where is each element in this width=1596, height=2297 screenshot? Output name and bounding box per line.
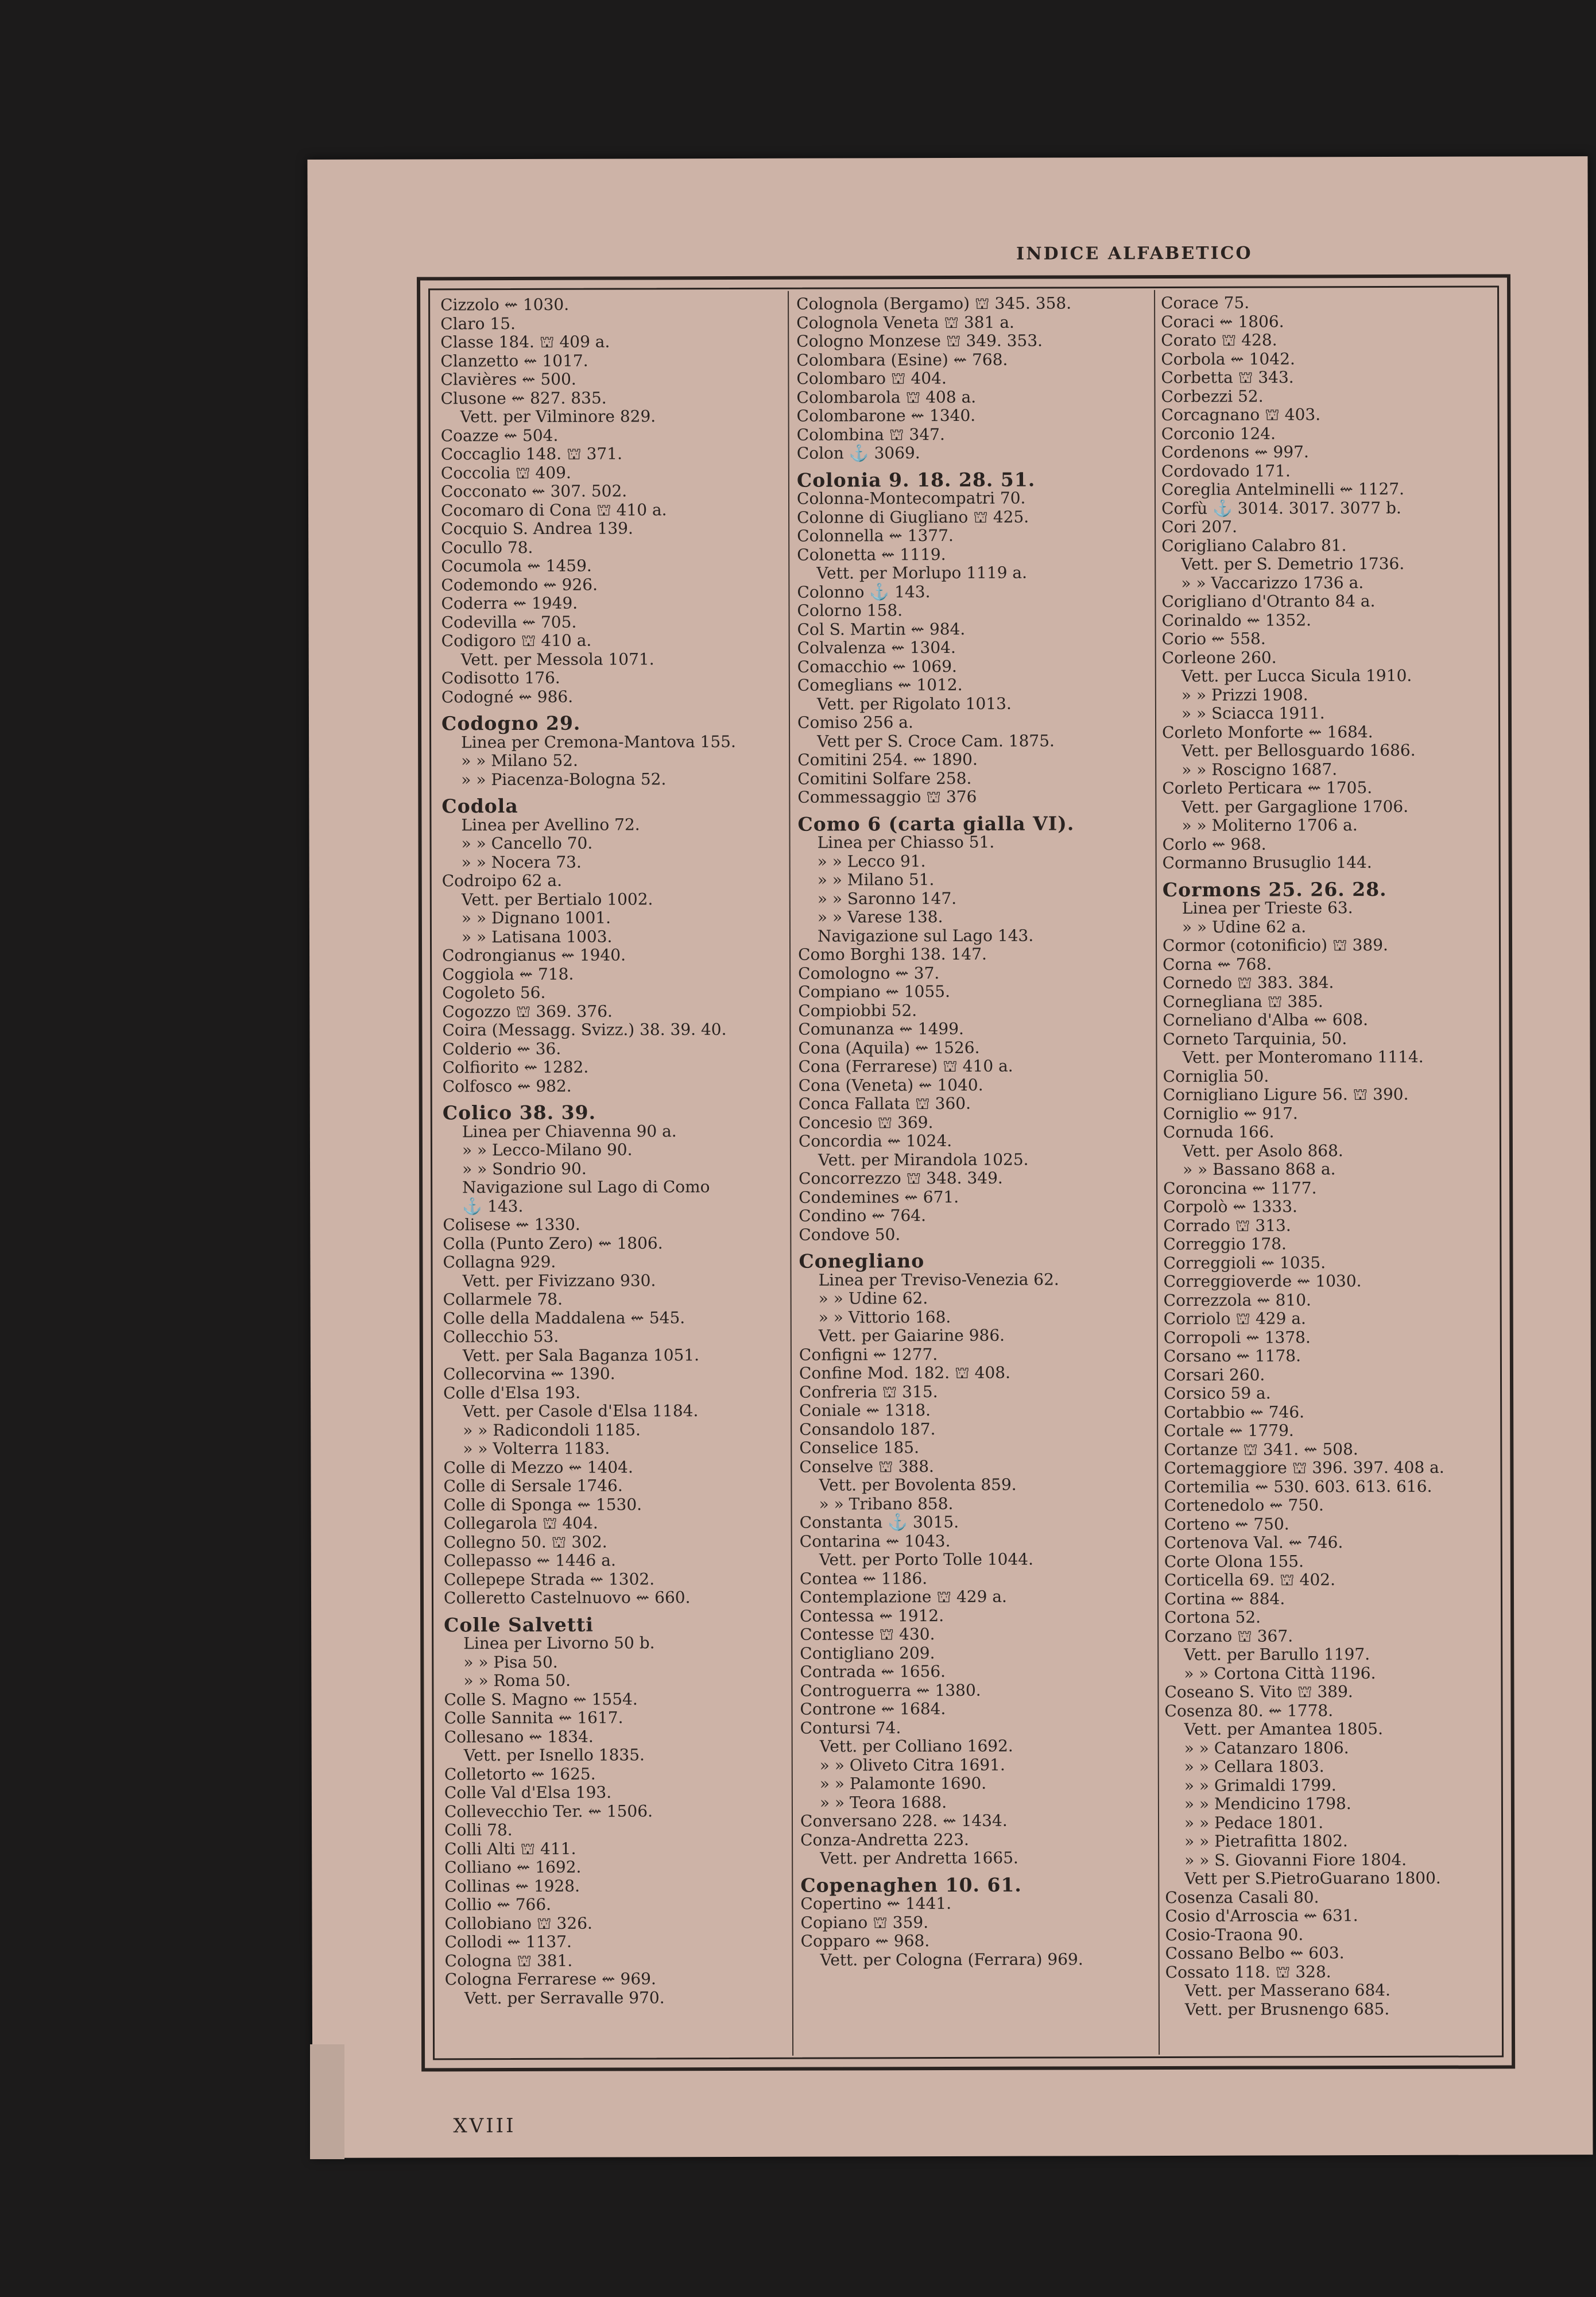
index-entry: Coderra ⇜ 1949. (441, 593, 578, 613)
index-entry: Conselve ⛫ 388. (799, 1456, 934, 1476)
index-entry: Coccolia ⛫ 409. (440, 463, 571, 482)
index-entry: » » Roma 50. (463, 1670, 571, 1691)
index-entry: » » Milano 51. (817, 870, 935, 890)
index-entry: Cortanze ⛫ 341. ⇜ 508. (1164, 1439, 1358, 1459)
index-entry: Corna ⇜ 768. (1163, 954, 1272, 974)
index-entry: Corconio 124. (1161, 424, 1276, 443)
index-entry: Colombarone ⇜ 1340. (796, 405, 976, 426)
index-entry: Cortabbio ⇜ 746. (1164, 1402, 1305, 1422)
index-entry: Vett. per Serravalle 970. (464, 1987, 665, 2008)
index-entry: Cosenza 80. ⇜ 1778. (1164, 1700, 1334, 1720)
index-entry: Correggioli ⇜ 1035. (1163, 1252, 1326, 1273)
index-entry: » » Radicondoli 1185. (463, 1420, 641, 1440)
index-entry: » » Piacenza-Bologna 52. (461, 769, 667, 789)
index-entry: Corneliano d'Alba ⇜ 608. (1163, 1010, 1369, 1030)
index-heading: Codola (441, 794, 518, 818)
index-entry: Colli 78. (444, 1820, 513, 1840)
index-entry: Classe 184. ⛫ 409 a. (440, 332, 610, 352)
index-entry: Contessa ⇜ 1912. (800, 1606, 944, 1626)
index-entry: Linea per Trieste 63. (1181, 898, 1353, 918)
index-entry: Cologna ⛫ 381. (444, 1951, 573, 1970)
index-entry: Copertino ⇜ 1441. (800, 1893, 952, 1913)
index-entry: Cortemilia ⇜ 530. 603. 613. 616. (1164, 1476, 1432, 1496)
index-entry: Cona (Veneta) ⇜ 1040. (798, 1075, 983, 1095)
page-header-title: INDICE ALFABETICO (1016, 243, 1253, 264)
index-entry: Vett. per Rigolato 1013. (816, 694, 1012, 714)
index-entry: » » Cortona Città 1196. (1184, 1663, 1376, 1683)
index-entry: Comeglians ⇜ 1012. (797, 675, 963, 695)
index-entry: Colonna-Montecompatri 70. (796, 488, 1026, 508)
index-entry: Como Borghi 138. 147. (798, 944, 987, 964)
index-entry: Vett. per Brusnengo 685. (1184, 1999, 1390, 2019)
index-entry: Conversano 228. ⇜ 1434. (800, 1811, 1008, 1831)
index-entry: Contrada ⇜ 1656. (800, 1662, 946, 1681)
index-entry: Colonetta ⇜ 1119. (797, 544, 946, 564)
index-entry: Vett. per Monteromano 1114. (1182, 1047, 1424, 1067)
index-entry: Collobiano ⛫ 326. (444, 1913, 592, 1933)
index-entry: Comiso 256 a. (797, 713, 913, 732)
index-entry: Collevecchio Ter. ⇜ 1506. (444, 1801, 653, 1821)
index-entry: » » Cancello 70. (461, 833, 593, 853)
index-entry: Coraci ⇜ 1806. (1161, 311, 1284, 331)
index-entry: Conca Fallata ⛫ 360. (798, 1093, 971, 1113)
index-entry: Coroncina ⇜ 1177. (1163, 1178, 1317, 1198)
index-entry: Cortenova Val. ⇜ 746. (1164, 1533, 1343, 1553)
index-heading: Colle Salvetti (444, 1613, 594, 1636)
index-entry: Colle S. Magno ⇜ 1554. (444, 1689, 638, 1709)
index-entry: Collecchio 53. (443, 1327, 559, 1347)
index-entry: Colliano ⇜ 1692. (444, 1857, 582, 1877)
index-frame (417, 274, 1515, 2071)
index-entry: Corbola ⇜ 1042. (1161, 349, 1295, 369)
index-entry: » » S. Giovanni Fiore 1804. (1184, 1850, 1407, 1870)
index-entry: Contemplazione ⛫ 429 a. (799, 1587, 1007, 1607)
index-entry: Corigliano d'Otranto 84 a. (1161, 591, 1376, 612)
index-entry: Corsico 59 a. (1164, 1383, 1271, 1403)
index-entry: Codroipo 62 a. (441, 871, 562, 891)
index-entry: Cizzolo ⇜ 1030. (440, 295, 570, 315)
index-entry: Cocumola ⇜ 1459. (441, 556, 592, 576)
index-entry: » » Roscigno 1687. (1181, 759, 1338, 779)
index-entry: Cogozzo ⛫ 369. 376. (442, 1001, 613, 1021)
index-entry: » » Milano 52. (461, 751, 578, 771)
index-entry: Cornuda 166. (1163, 1122, 1275, 1142)
index-entry: Conza-Andretta 223. (800, 1830, 969, 1850)
index-entry: Colorno 158. (797, 601, 903, 620)
index-entry: Cornedo ⛫ 383. 384. (1163, 973, 1334, 993)
index-entry: Corio ⇜ 558. (1161, 629, 1266, 649)
index-entry: Cordovado 171. (1161, 461, 1291, 481)
index-entry: Colisese ⇜ 1330. (443, 1215, 580, 1235)
index-entry: Corinaldo ⇜ 1352. (1161, 610, 1312, 630)
index-entry: » » Vittorio 168. (818, 1307, 951, 1327)
index-entry: Vett. per Porto Tolle 1044. (819, 1549, 1034, 1569)
index-entry: Contea ⇜ 1186. (799, 1568, 928, 1588)
index-entry: Coira (Messagg. Svizz.) 38. 39. 40. (442, 1020, 727, 1040)
index-entry: Vett. per Lucca Sicula 1910. (1181, 666, 1412, 686)
index-entry: Corticella 69. ⛫ 402. (1164, 1570, 1336, 1590)
page-number: XVIII (453, 2114, 516, 2138)
index-entry: Corzano ⛫ 367. (1164, 1626, 1293, 1646)
index-entry: Clanzetto ⇜ 1017. (440, 351, 588, 370)
index-column-2 (796, 294, 1157, 1970)
index-entry: Corace 75. (1161, 293, 1250, 313)
index-entry: Codigoro ⛫ 410 a. (441, 631, 592, 651)
index-entry: Cortina ⇜ 884. (1164, 1588, 1285, 1608)
index-entry: Cormor (cotonificio) ⛫ 389. (1162, 935, 1388, 956)
index-entry: Controguerra ⇜ 1380. (800, 1680, 981, 1700)
index-entry: Vett. per Masserano 684. (1184, 1980, 1391, 2000)
index-entry: Colon ⚓ 3069. (796, 443, 920, 463)
index-entry: Corcagnano ⛫ 403. (1161, 405, 1321, 425)
index-entry: Corlo ⇜ 968. (1162, 834, 1266, 854)
index-entry: Cocullo 78. (441, 537, 533, 557)
index-entry: Corbezzi 52. (1161, 386, 1264, 406)
index-entry: » » Lecco 91. (817, 851, 926, 871)
index-entry: Colombaro ⛫ 404. (796, 369, 947, 388)
index-entry: Coreglia Antelminelli ⇜ 1127. (1161, 479, 1405, 500)
index-entry: Concesio ⛫ 369. (798, 1112, 933, 1132)
index-entry: Coseano S. Vito ⛫ 389. (1164, 1682, 1353, 1702)
index-entry: Codemondo ⇜ 926. (441, 575, 598, 594)
index-entry: Navigazione sul Lago 143. (817, 926, 1034, 946)
index-entry: Corbetta ⛫ 343. (1161, 368, 1294, 388)
index-entry: Coccaglio 148. ⛫ 371. (440, 444, 622, 464)
index-entry: Commessaggio ⛫ 376 (797, 787, 977, 807)
index-entry: Vett. per Bertialo 1002. (461, 889, 653, 909)
index-entry: Vett. per Morlupo 1119 a. (816, 563, 1028, 583)
index-entry: Cosenza Casali 80. (1165, 1887, 1319, 1907)
index-entry: Collecorvina ⇜ 1390. (443, 1364, 615, 1384)
index-entry: Cocconato ⇜ 307. 502. (440, 481, 627, 501)
index-entry: Comitini 254. ⇜ 1890. (797, 749, 978, 769)
index-entry: » » Sciacca 1911. (1181, 703, 1325, 723)
index-entry: Constanta ⚓ 3015. (799, 1512, 959, 1532)
index-entry: Vett. per Gaiarine 986. (818, 1325, 1005, 1345)
index-entry: Collepasso ⇜ 1446 a. (443, 1550, 616, 1571)
page-edge-stack (310, 2044, 344, 2159)
index-entry: Colfosco ⇜ 982. (442, 1076, 572, 1096)
index-entry: Linea per Cremona-Mantova 155. (461, 732, 736, 752)
index-entry: Comacchio ⇜ 1069. (797, 656, 957, 676)
index-entry: Coggiola ⇜ 718. (442, 964, 574, 984)
index-entry: Concorrezzo ⛫ 348. 349. (799, 1168, 1003, 1188)
index-entry: » » Latisana 1003. (461, 927, 613, 946)
index-entry: ⚓ 143. (462, 1196, 524, 1216)
index-entry: Colle Sannita ⇜ 1617. (444, 1708, 623, 1728)
index-entry: Corropoli ⇜ 1378. (1163, 1327, 1311, 1347)
index-entry: » » Vaccarizzo 1736 a. (1181, 573, 1364, 593)
index-entry: Correzzola ⇜ 810. (1163, 1290, 1311, 1310)
index-entry: Vett. per Gargaglione 1706. (1181, 796, 1409, 817)
index-entry: Cordenons ⇜ 997. (1161, 442, 1309, 462)
index-entry: Linea per Chiasso 51. (817, 832, 995, 852)
index-entry: Cocomaro di Cona ⛫ 410 a. (441, 500, 667, 520)
index-entry: » » Lecco-Milano 90. (462, 1140, 633, 1160)
index-entry: Vett. per Isnello 1835. (463, 1745, 645, 1765)
index-entry: Corsano ⇜ 1178. (1163, 1346, 1301, 1366)
index-entry: Corsari 260. (1163, 1365, 1265, 1385)
index-entry: Vett. per Amantea 1805. (1184, 1719, 1384, 1739)
index-entry: Comunanza ⇜ 1499. (798, 1019, 964, 1039)
index-entry: Collegno 50. ⛫ 302. (443, 1532, 607, 1552)
index-heading: Copenaghen 10. 61. (800, 1873, 1022, 1897)
index-entry: Colfiorito ⇜ 1282. (442, 1057, 589, 1077)
index-entry: Controne ⇜ 1684. (800, 1699, 946, 1719)
index-heading: Colico 38. 39. (442, 1101, 596, 1124)
index-entry: Colletorto ⇜ 1625. (444, 1764, 596, 1784)
index-entry: Collarmele 78. (443, 1289, 563, 1309)
index-entry: Colleretto Castelnuovo ⇜ 660. (443, 1588, 691, 1608)
index-entry: Compiano ⇜ 1055. (798, 981, 951, 1001)
index-entry: Colvalenza ⇜ 1304. (797, 637, 956, 658)
index-entry: » » Pisa 50. (463, 1652, 558, 1672)
index-entry: Clusone ⇜ 827. 835. (440, 388, 607, 408)
index-entry: Cologno Monzese ⛫ 349. 353. (796, 331, 1043, 351)
index-entry: Cortenedolo ⇜ 750. (1164, 1495, 1324, 1515)
index-entry: » » Dignano 1001. (461, 908, 611, 928)
index-entry: » » Nocera 73. (461, 852, 582, 872)
index-entry: Collodi ⇜ 1137. (444, 1932, 572, 1952)
index-entry: Vett per S.PietroGuarano 1800. (1184, 1868, 1441, 1888)
index-entry: Cogoleto 56. (442, 983, 546, 1003)
index-entry: Linea per Chiavenna 90 a. (462, 1121, 677, 1141)
index-entry: Codevilla ⇜ 705. (441, 612, 577, 632)
index-entry: Cona (Aquila) ⇜ 1526. (798, 1038, 980, 1058)
index-entry: Colombara (Esine) ⇜ 768. (796, 350, 1008, 370)
index-entry: Concordia ⇜ 1024. (798, 1131, 952, 1151)
index-entry: Contesse ⛫ 430. (800, 1625, 935, 1644)
index-entry: Colombina ⛫ 347. (796, 424, 945, 444)
index-entry: Correggio 178. (1163, 1234, 1287, 1254)
index-entry: Colle della Maddalena ⇜ 545. (443, 1308, 685, 1328)
index-entry: Configni ⇜ 1277. (799, 1344, 938, 1364)
index-entry: Colle di Sponga ⇜ 1530. (443, 1494, 642, 1514)
index-entry: Corleone 260. (1161, 648, 1277, 667)
index-entry: Corleto Monforte ⇜ 1684. (1162, 722, 1373, 742)
index-entry: Colle di Sersale 1746. (443, 1476, 623, 1496)
index-entry: Clavières ⇜ 500. (440, 369, 576, 389)
index-entry: Cocquio S. Andrea 139. (441, 519, 633, 539)
index-entry: Collio ⇜ 766. (444, 1894, 552, 1915)
index-entry: Corniglia 50. (1163, 1066, 1269, 1086)
index-entry: Vett. per Bovolenta 859. (819, 1475, 1017, 1495)
index-entry: Vett. per Colliano 1692. (819, 1736, 1013, 1756)
index-entry: Contigliano 209. (800, 1643, 935, 1663)
index-entry: » » Teora 1688. (819, 1792, 947, 1812)
index-entry: Vett. per Messola 1071. (460, 649, 654, 669)
index-heading: Codogno 29. (441, 711, 581, 735)
index-entry: » » Tribano 858. (819, 1494, 954, 1514)
index-entry: Claro 15. (440, 314, 516, 333)
index-entry: Colombarola ⛫ 408 a. (796, 387, 977, 407)
index-entry: Cori 207. (1161, 517, 1238, 537)
index-entry: » » Moliterno 1706 a. (1181, 815, 1358, 835)
index-entry: Col S. Martin ⇜ 984. (797, 619, 966, 639)
index-heading: Como 6 (carta gialla VI). (797, 811, 1075, 836)
index-entry: » » Palamonte 1690. (819, 1773, 987, 1793)
index-entry: Vett. per S. Demetrio 1736. (1181, 554, 1405, 574)
index-entry: Cormanno Brusuglio 144. (1162, 853, 1372, 873)
index-entry: Cona (Ferrarese) ⛫ 410 a. (798, 1056, 1013, 1076)
index-entry: » » Oliveto Citra 1691. (819, 1755, 1005, 1775)
index-entry: Colle d'Elsa 193. (443, 1383, 581, 1402)
index-entry: Cossano Belbo ⇜ 603. (1165, 1943, 1345, 1963)
index-entry: » » Prizzi 1908. (1181, 685, 1308, 705)
index-entry: » » Mendicino 1798. (1184, 1794, 1351, 1813)
index-entry: Cortale ⇜ 1779. (1164, 1421, 1294, 1441)
index-entry: Cornegliana ⛫ 385. (1163, 991, 1323, 1011)
index-entry: Coazze ⇜ 504. (440, 426, 559, 445)
index-entry: Conselice 185. (799, 1438, 920, 1457)
index-entry: Cortemaggiore ⛫ 396. 397. 408 a. (1164, 1457, 1444, 1478)
index-entry: Corte Olona 155. (1164, 1551, 1304, 1571)
index-entry: » » Bassano 868 a. (1183, 1159, 1336, 1179)
index-entry: Vett. per Cologna (Ferrara) 969. (820, 1949, 1083, 1970)
index-entry: Vett. per Andretta 1665. (820, 1848, 1018, 1868)
index-entry: Collinas ⇜ 1928. (444, 1876, 580, 1896)
index-entry: Corigliano Calabro 81. (1161, 535, 1347, 555)
index-entry: » » Varese 138. (817, 907, 943, 927)
index-entry: Corpolò ⇜ 1333. (1163, 1197, 1297, 1217)
index-entry: Cossato 118. ⛫ 328. (1165, 1962, 1331, 1982)
index-column-1 (440, 295, 789, 2008)
index-entry: Corrado ⛫ 313. (1163, 1215, 1291, 1235)
index-entry: Condemines ⇜ 671. (799, 1187, 959, 1207)
index-entry: Consandolo 187. (799, 1419, 936, 1439)
index-entry: » » Pedace 1801. (1184, 1812, 1324, 1832)
index-entry: Comitini Solfare 258. (797, 768, 972, 788)
index-entry: Copiano ⛫ 359. (800, 1912, 929, 1932)
index-entry: Copparo ⇜ 968. (800, 1931, 930, 1951)
index-entry: Vett. per Mirandola 1025. (818, 1150, 1029, 1170)
book-page (307, 156, 1593, 2158)
index-entry: Condove 50. (799, 1224, 901, 1244)
index-entry: Colonnella ⇜ 1377. (797, 525, 954, 546)
index-entry: Correggioverde ⇜ 1030. (1163, 1271, 1362, 1291)
index-entry: Coniale ⇜ 1318. (799, 1401, 931, 1420)
index-entry: Contursi 74. (800, 1718, 901, 1738)
index-entry: Cosio d'Arroscia ⇜ 631. (1165, 1906, 1358, 1926)
index-entry: Vett. per Vilminore 829. (460, 407, 656, 427)
index-entry: Cologna Ferrarese ⇜ 969. (444, 1969, 656, 1989)
index-entry: Colonno ⚓ 143. (797, 582, 931, 602)
index-entry: Collepepe Strada ⇜ 1302. (443, 1569, 655, 1589)
index-entry: Linea per Avellino 72. (461, 814, 640, 834)
index-entry: Corfù ⚓ 3014. 3017. 3077 b. (1161, 498, 1401, 518)
index-entry: Colli Alti ⛫ 411. (444, 1839, 576, 1858)
index-entry: Confine Mod. 182. ⛫ 408. (799, 1363, 1010, 1383)
index-entry: Vett. per Bellosguardo 1686. (1181, 740, 1416, 760)
index-entry: Colderio ⇜ 36. (442, 1039, 561, 1058)
index-entry: Compiobbi 52. (798, 1000, 917, 1020)
index-entry: Corteno ⇜ 750. (1164, 1514, 1289, 1534)
index-entry: Collagna 929. (443, 1252, 556, 1272)
index-entry: Colonne di Giugliano ⛫ 425. (797, 507, 1029, 527)
index-entry: Linea per Treviso-Venezia 62. (818, 1270, 1059, 1290)
index-entry: Vett. per Casole d'Elsa 1184. (463, 1401, 699, 1421)
index-entry: Collesano ⇜ 1834. (444, 1727, 594, 1746)
index-entry: » » Udine 62 a. (1181, 917, 1307, 937)
index-entry: Vett. per Fivizzano 930. (462, 1270, 656, 1290)
index-heading: Colonia 9. 18. 28. 51. (796, 468, 1036, 492)
index-entry: Cortona 52. (1164, 1607, 1261, 1627)
index-heading: Cormons 25. 26. 28. (1162, 877, 1387, 901)
index-entry: Corniglio ⇜ 917. (1163, 1103, 1298, 1123)
index-entry: » » Cellara 1803. (1184, 1757, 1324, 1776)
index-entry: Colle di Mezzo ⇜ 1404. (443, 1457, 633, 1477)
index-entry: » » Udine 62. (818, 1289, 928, 1308)
index-entry: Corriolo ⛫ 429 a. (1163, 1309, 1306, 1329)
index-entry: » » Saronno 147. (817, 888, 957, 908)
index-entry: Vett. per Barullo 1197. (1184, 1645, 1370, 1664)
index-entry: Cornigliano Ligure 56. ⛫ 390. (1163, 1084, 1409, 1105)
index-entry: » » Sondrio 90. (462, 1159, 587, 1178)
index-entry: Comologno ⇜ 37. (798, 963, 940, 983)
index-entry: Codisotto 176. (441, 668, 560, 688)
index-entry: Condino ⇜ 764. (799, 1206, 927, 1225)
index-heading: Conegliano (799, 1250, 925, 1273)
index-entry: Vett. per Asolo 868. (1182, 1140, 1343, 1161)
index-entry: » » Catanzaro 1806. (1184, 1738, 1349, 1758)
index-entry: Colla (Punto Zero) ⇜ 1806. (443, 1233, 663, 1253)
index-entry: Colognola (Bergamo) ⛫ 345. 358. (796, 293, 1072, 314)
index-entry: Codogné ⇜ 986. (441, 687, 574, 706)
index-entry: Vett. per Sala Baganza 1051. (462, 1345, 700, 1365)
index-entry: » » Volterra 1183. (463, 1438, 610, 1459)
index-entry: Corato ⛫ 428. (1161, 330, 1277, 350)
index-entry: Corneto Tarquinia, 50. (1163, 1028, 1347, 1049)
index-entry: » » Grimaldi 1799. (1184, 1775, 1337, 1795)
index-entry: Confreria ⛫ 315. (799, 1382, 938, 1402)
index-entry: Navigazione sul Lago di Como (462, 1177, 710, 1197)
index-entry: » » Pietrafitta 1802. (1184, 1831, 1348, 1851)
index-entry: Codrongianus ⇜ 1940. (442, 945, 626, 965)
index-entry: Corleto Perticara ⇜ 1705. (1162, 778, 1373, 798)
index-entry: Vett per S. Croce Cam. 1875. (817, 731, 1055, 751)
index-entry: Linea per Livorno 50 b. (463, 1633, 655, 1653)
index-entry: Contarina ⇜ 1043. (799, 1531, 951, 1551)
index-entry: Cosio-Traona 90. (1165, 1924, 1304, 1944)
index-entry: Colognola Veneta ⛫ 381 a. (796, 312, 1014, 332)
index-entry: Colle Val d'Elsa 193. (444, 1782, 612, 1803)
index-column-3 (1161, 293, 1510, 2019)
index-entry: Collegarola ⛫ 404. (443, 1513, 598, 1533)
